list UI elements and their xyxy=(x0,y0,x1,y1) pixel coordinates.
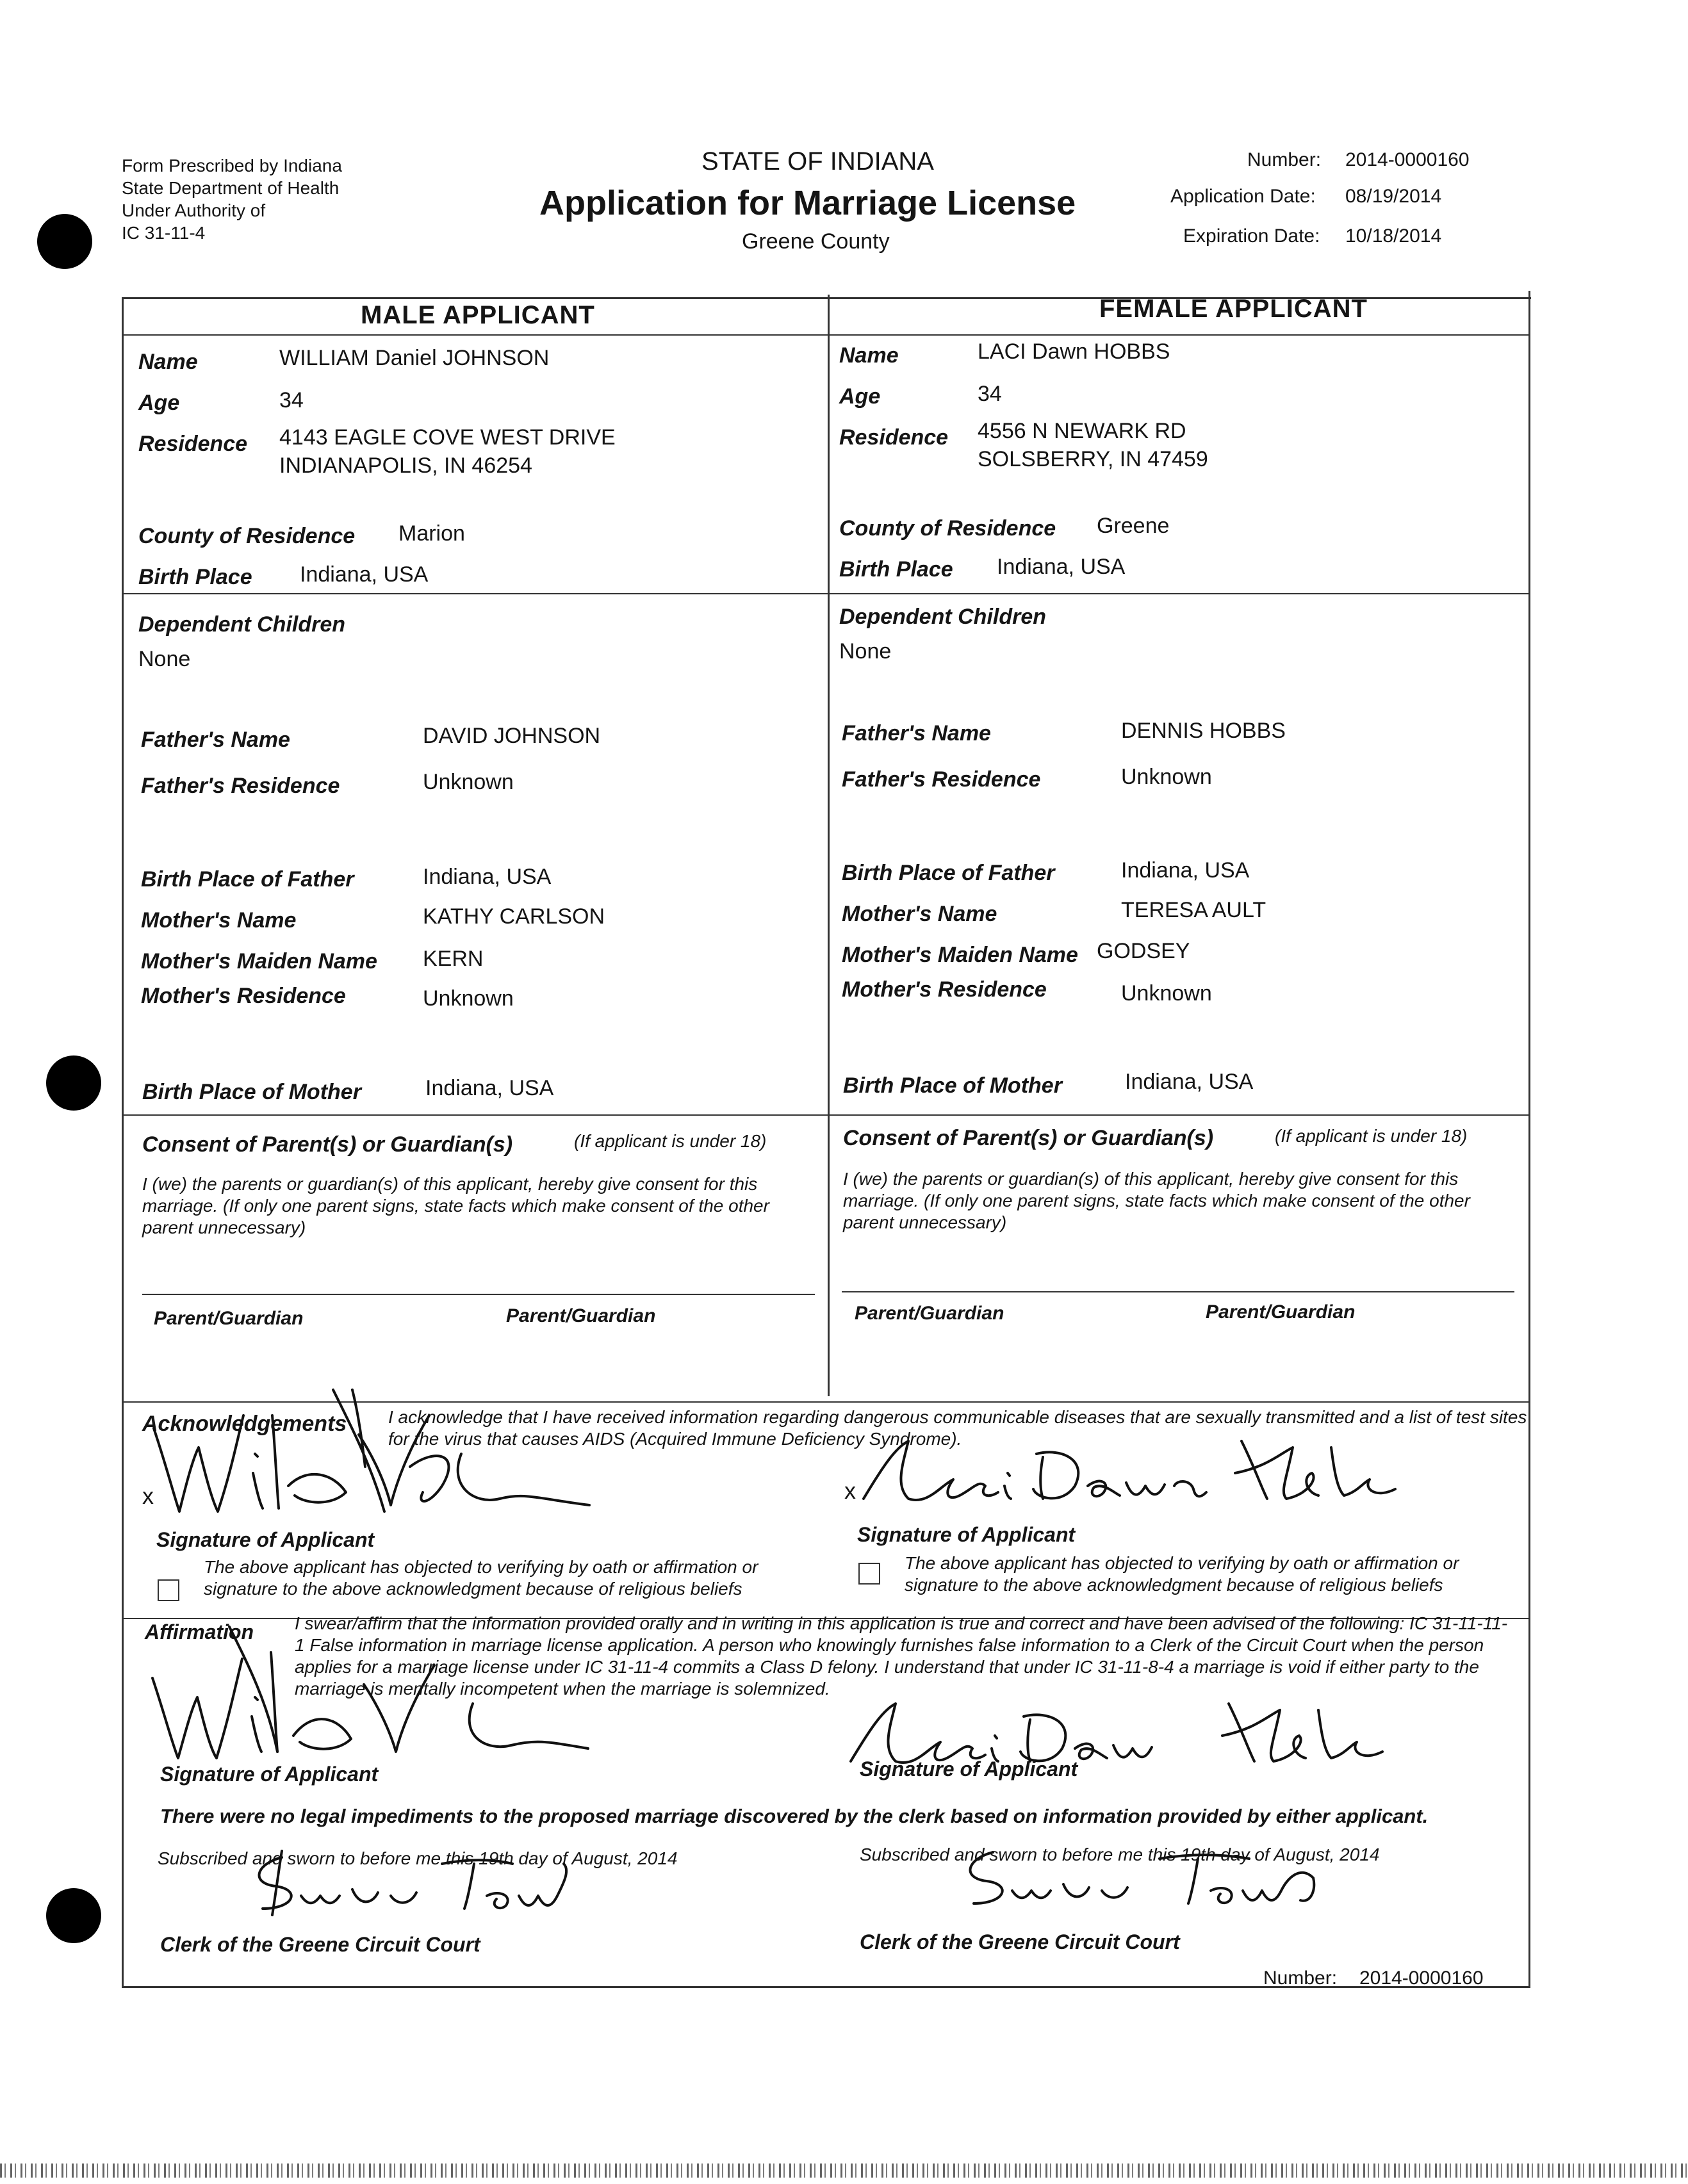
signature-x-left: x xyxy=(142,1483,154,1509)
number-label: Number: xyxy=(1247,149,1322,170)
male-dependents-value: None xyxy=(138,647,191,671)
female-father-label: Father's Name xyxy=(842,721,991,746)
male-mother-birth-value: Indiana, USA xyxy=(425,1076,554,1100)
female-mother-maiden-value: GODSEY xyxy=(1097,939,1190,963)
female-mother-birth-value: Indiana, USA xyxy=(1125,1070,1254,1094)
female-father-value: DENNIS HOBBS xyxy=(1121,719,1286,743)
female-name-label: Name xyxy=(839,343,899,368)
male-county-label: County of Residence xyxy=(138,524,356,548)
expiration-date-label: Expiration Date: xyxy=(1183,225,1320,247)
male-acknowledgement-signature xyxy=(141,1377,602,1531)
female-father-residence-label: Father's Residence xyxy=(842,767,1041,792)
frame-left xyxy=(122,297,124,1988)
male-mother-maiden-value: KERN xyxy=(423,947,484,971)
heading-underline xyxy=(122,334,1530,336)
male-county-value: Marion xyxy=(398,521,465,546)
signature-x-right: x xyxy=(844,1478,856,1504)
male-residence-label: Residence xyxy=(138,432,248,456)
consent-note-right: (If applicant is under 18) xyxy=(1275,1126,1468,1146)
prescribed-line-1: Form Prescribed by Indiana xyxy=(122,156,342,175)
rule-consent xyxy=(122,1114,1530,1116)
clerk-signature-left xyxy=(243,1845,577,1921)
male-father-birth-value: Indiana, USA xyxy=(423,865,552,889)
male-mother-label: Mother's Name xyxy=(141,908,297,933)
frame-center xyxy=(828,295,830,1396)
affirmation-title: Affirmation xyxy=(145,1620,254,1643)
prescribed-line-2: State Department of Health xyxy=(122,178,340,198)
female-father-birth-value: Indiana, USA xyxy=(1121,858,1250,883)
subscribed-text-right: Subscribed and sworn to before me this 19th day of August, 2014 xyxy=(860,1845,1380,1864)
acknowledgement-text: I acknowledge that I have received information regarding dangerous communicable diseases that are sexually transmitted and a list of test sites for the virus that causes AIDS (Acquired Immune Deficiency Syndrome). xyxy=(388,1407,1527,1449)
guardian-label-right-1: Parent/Guardian xyxy=(855,1303,1004,1324)
clerk-label-left: Clerk of the Greene Circuit Court xyxy=(160,1933,480,1956)
female-mother-maiden-label: Mother's Maiden Name xyxy=(842,943,1078,967)
female-residence-line-1: 4556 N NEWARK RD xyxy=(978,419,1186,443)
consent-title-right: Consent of Parent(s) or Guardian(s) xyxy=(843,1126,1214,1150)
female-age-label: Age xyxy=(839,384,881,409)
male-name-label: Name xyxy=(138,350,198,374)
punch-hole-middle xyxy=(46,1055,101,1111)
punch-hole-bottom xyxy=(46,1888,101,1943)
scan-edge-noise xyxy=(0,2164,1688,2178)
expiration-date-value: 10/18/2014 xyxy=(1345,225,1442,247)
rule-guardian-right xyxy=(842,1291,1514,1292)
female-county-label: County of Residence xyxy=(839,516,1056,541)
female-mother-birth-label: Birth Place of Mother xyxy=(843,1073,1062,1098)
female-age-value: 34 xyxy=(978,382,1002,406)
male-dependents-label: Dependent Children xyxy=(138,612,346,637)
page-title: Application for Marriage License xyxy=(539,184,1076,222)
religious-objection-checkbox-right[interactable] xyxy=(858,1563,880,1585)
female-father-birth-label: Birth Place of Father xyxy=(842,861,1055,885)
prescribed-line-3: Under Authority of xyxy=(122,200,266,220)
female-father-residence-value: Unknown xyxy=(1121,765,1212,789)
male-birth-place-value: Indiana, USA xyxy=(300,562,429,587)
female-acknowledgement-signature xyxy=(857,1428,1408,1518)
female-residence-label: Residence xyxy=(839,425,949,450)
female-county-value: Greene xyxy=(1097,514,1170,538)
guardian-label-left-2: Parent/Guardian xyxy=(506,1305,656,1326)
affirmation-signature-label-right: Signature of Applicant xyxy=(860,1757,1078,1781)
prescribed-line-4: IC 31-11-4 xyxy=(122,223,206,243)
impediments-statement: There were no legal impediments to the proposed marriage discovered by the clerk based on information provided by either applicant. xyxy=(160,1805,1429,1827)
male-residence-line-2: INDIANAPOLIS, IN 46254 xyxy=(279,453,532,478)
female-mother-label: Mother's Name xyxy=(842,902,997,926)
female-residence-line-2: SOLSBERRY, IN 47459 xyxy=(978,447,1208,471)
religious-objection-text-right: The above applicant has objected to verifying by oath or affirmation or signature to the above acknowledgment because of religious beliefs xyxy=(905,1553,1459,1595)
female-applicant-heading: FEMALE APPLICANT xyxy=(1099,295,1368,323)
male-mother-value: KATHY CARLSON xyxy=(423,904,605,929)
male-birth-place-label: Birth Place xyxy=(138,565,252,589)
male-affirmation-signature xyxy=(140,1614,601,1768)
frame-right xyxy=(1528,291,1530,1988)
male-father-residence-label: Father's Residence xyxy=(141,774,340,798)
guardian-label-left-1: Parent/Guardian xyxy=(154,1308,304,1329)
clerk-signature-right xyxy=(955,1839,1326,1916)
application-date-value: 08/19/2014 xyxy=(1345,186,1442,207)
male-mother-birth-label: Birth Place of Mother xyxy=(142,1080,361,1104)
male-father-birth-label: Birth Place of Father xyxy=(141,867,354,892)
female-mother-residence-value: Unknown xyxy=(1121,981,1212,1006)
number-value: 2014-0000160 xyxy=(1345,149,1470,170)
acknowledgement-title: Acknowledgements xyxy=(142,1412,347,1436)
consent-note-left: (If applicant is under 18) xyxy=(574,1131,767,1151)
county-subtitle: Greene County xyxy=(742,229,890,254)
male-father-value: DAVID JOHNSON xyxy=(423,724,601,748)
ack-signature-label-right: Signature of Applicant xyxy=(857,1523,1076,1546)
footer-number-label: Number: xyxy=(1263,1968,1338,1989)
female-mother-residence-label: Mother's Residence xyxy=(842,977,1047,1002)
affirmation-text: I swear/affirm that the information provided orally and in writing in this application is true and correct and have been advised of the following: IC 31-11-11-1 False information in marriage license application. A person who knowingly furnishes false information to a Clerk of the Circuit Court when the person applies for a marriage license under IC 31-11-4 commits a Class D felony. I understand that under IC 31-11-8-4 a marriage is void if either party to the marriage is mentally incompetent when the marriage is solemnized. xyxy=(295,1613,1508,1699)
male-name-value: WILLIAM Daniel JOHNSON xyxy=(279,346,550,370)
state-heading: STATE OF INDIANA xyxy=(701,147,934,175)
affirmation-signature-label-left: Signature of Applicant xyxy=(160,1763,379,1786)
footer-number-value: 2014-0000160 xyxy=(1359,1968,1484,1989)
female-name-value: LACI Dawn HOBBS xyxy=(978,339,1170,364)
rule-guardian-left xyxy=(142,1294,815,1295)
ack-signature-label-left: Signature of Applicant xyxy=(156,1528,375,1551)
consent-text-right: I (we) the parents or guardian(s) of this applicant, hereby give consent for this marriage. (If only one parent signs, state facts which make consent of the other parent unnecessary) xyxy=(843,1169,1470,1232)
clerk-label-right: Clerk of the Greene Circuit Court xyxy=(860,1930,1180,1953)
religious-objection-text-left: The above applicant has objected to verifying by oath or affirmation or signature to the above acknowledgment because of religious beliefs xyxy=(204,1557,758,1599)
consent-text-left: I (we) the parents or guardian(s) of this applicant, hereby give consent for this marriage. (If only one parent signs, state facts which make consent of the other parent unnecessary) xyxy=(142,1174,769,1237)
male-applicant-heading: MALE APPLICANT xyxy=(361,301,595,329)
application-date-label: Application Date: xyxy=(1170,186,1316,207)
female-dependents-label: Dependent Children xyxy=(839,605,1047,629)
punch-hole-top xyxy=(37,214,92,269)
female-birth-place-value: Indiana, USA xyxy=(997,555,1126,579)
female-dependents-value: None xyxy=(839,639,892,664)
male-mother-residence-value: Unknown xyxy=(423,986,514,1011)
male-father-label: Father's Name xyxy=(141,728,290,752)
consent-title-left: Consent of Parent(s) or Guardian(s) xyxy=(142,1132,513,1157)
male-residence-line-1: 4143 EAGLE COVE WEST DRIVE xyxy=(279,425,616,450)
male-age-label: Age xyxy=(138,391,180,415)
guardian-label-right-2: Parent/Guardian xyxy=(1206,1301,1356,1323)
female-birth-place-label: Birth Place xyxy=(839,557,953,582)
male-age-value: 34 xyxy=(279,388,304,412)
subscribed-text-left: Subscribed and sworn to before me this 19th day of August, 2014 xyxy=(158,1848,678,1868)
religious-objection-checkbox-left[interactable] xyxy=(158,1579,179,1601)
rule-dependents xyxy=(122,593,1530,594)
male-mother-maiden-label: Mother's Maiden Name xyxy=(141,949,377,974)
male-father-residence-value: Unknown xyxy=(423,770,514,794)
male-mother-residence-label: Mother's Residence xyxy=(141,984,346,1008)
female-affirmation-signature xyxy=(844,1691,1395,1781)
female-mother-value: TERESA AULT xyxy=(1121,898,1266,922)
